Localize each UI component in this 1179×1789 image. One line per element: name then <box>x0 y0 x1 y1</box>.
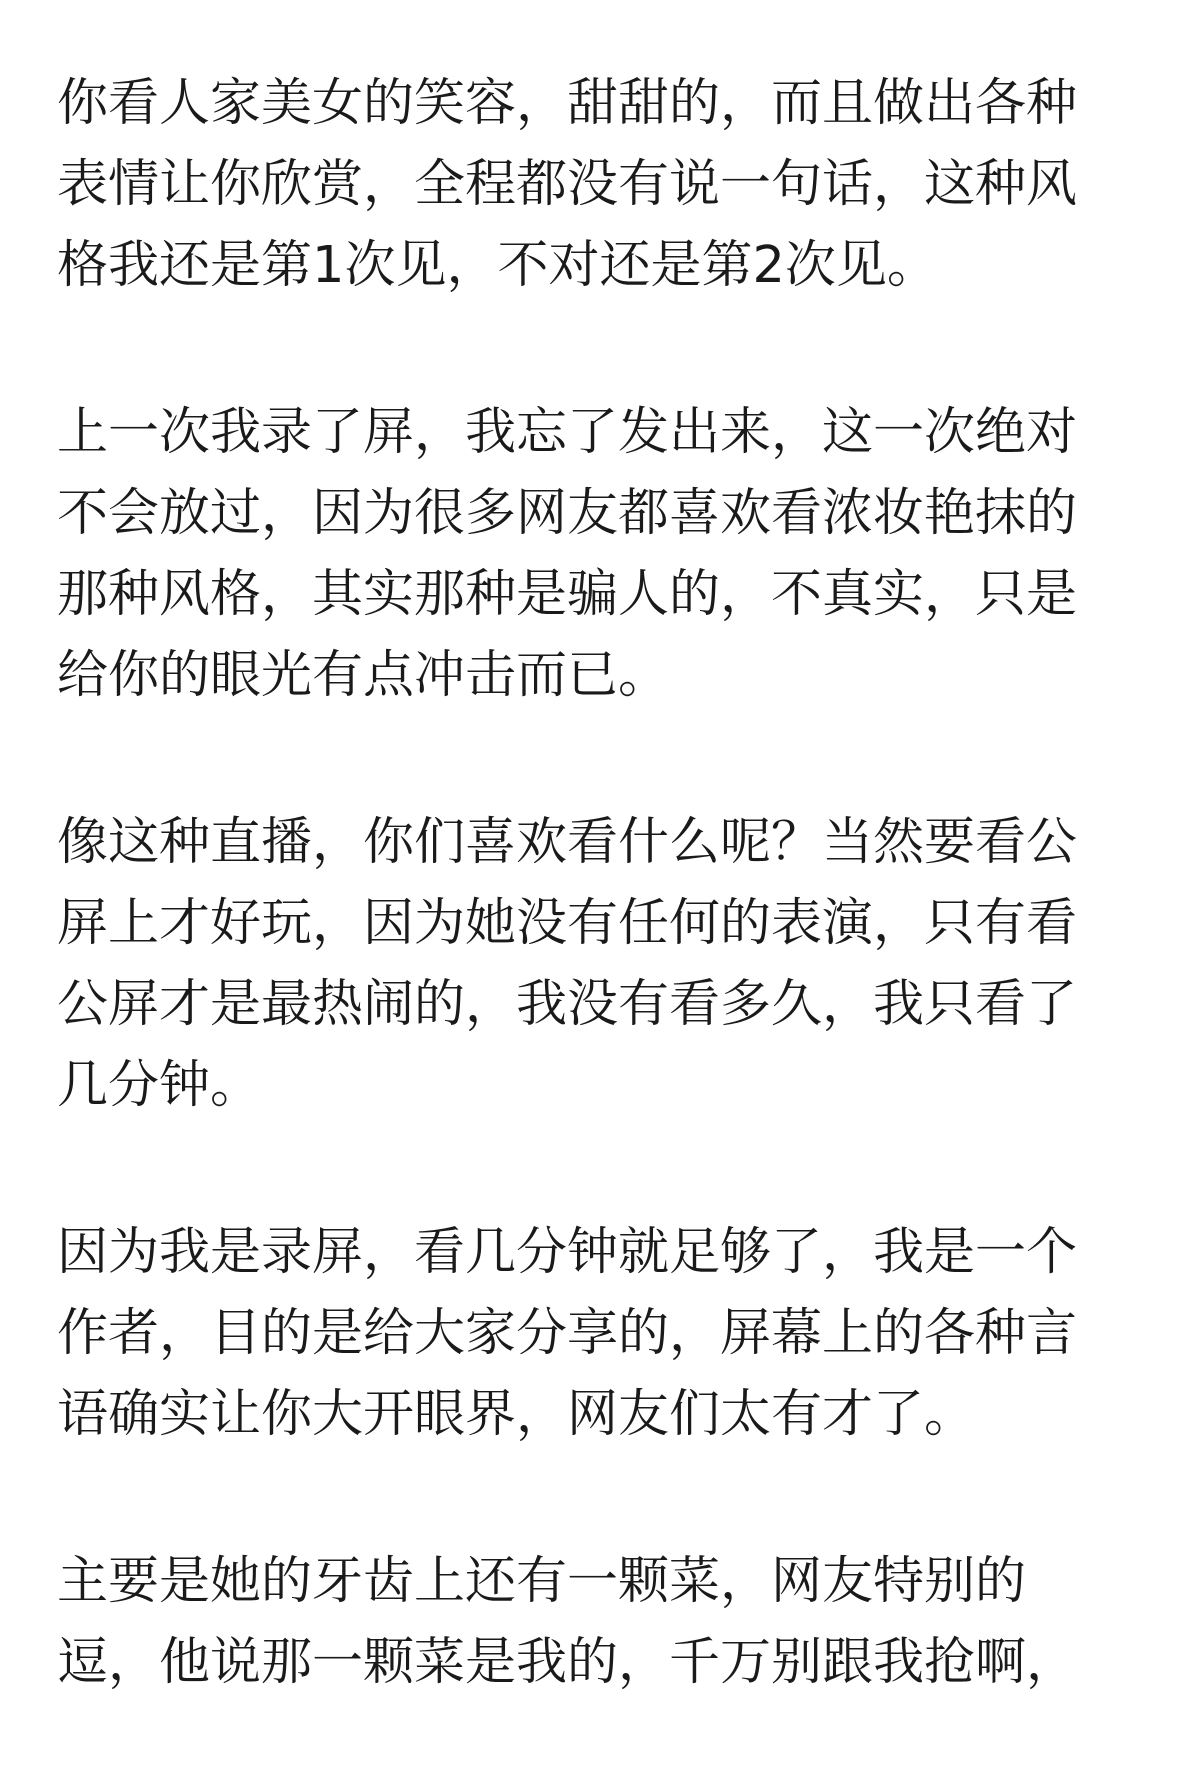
paragraph-3 <box>57 802 1078 1126</box>
text-line: 逗，他说那一颗菜是我的，千万别跟我抢啊， <box>57 1633 1078 1692</box>
text-line: 表情让你欣赏，全程都没有说一句话，这种风 <box>57 155 1078 214</box>
paragraph-5 <box>57 1541 1078 1703</box>
paragraph-2 <box>57 392 1078 716</box>
text-line: 主要是她的牙齿上还有一颗菜，网友特别的 <box>57 1552 1027 1611</box>
paragraph-4 <box>57 1212 1078 1455</box>
text-line: 格我还是第1次见，不对还是第2次见。 <box>57 236 938 295</box>
text-line: 你看人家美女的笑容，甜甜的，而且做出各种 <box>57 74 1078 133</box>
text-line: 那种风格，其实那种是骗人的，不真实，只是 <box>57 565 1078 624</box>
text-line: 屏上才好玩，因为她没有任何的表演，只有看 <box>57 894 1078 953</box>
text-line: 不会放过，因为很多网友都喜欢看浓妆艳抹的 <box>57 484 1078 543</box>
text-line: 几分钟。 <box>57 1056 262 1115</box>
text-line: 因为我是录屏，看几分钟就足够了，我是一个 <box>57 1223 1078 1282</box>
text-line: 语确实让你大开眼界，网友们太有才了。 <box>57 1385 976 1444</box>
text-line: 像这种直播，你们喜欢看什么呢？当然要看公 <box>57 813 1078 872</box>
paragraph-1 <box>57 63 1078 306</box>
text-line: 上一次我录了屏，我忘了发出来，这一次绝对 <box>57 403 1078 462</box>
text-line: 给你的眼光有点冲击而已。 <box>57 646 670 705</box>
text-line: 作者，目的是给大家分享的，屏幕上的各种言 <box>57 1304 1078 1363</box>
article-body <box>57 63 1078 1789</box>
text-line: 公屏才是最热闹的，我没有看多久，我只看了 <box>57 975 1078 1034</box>
